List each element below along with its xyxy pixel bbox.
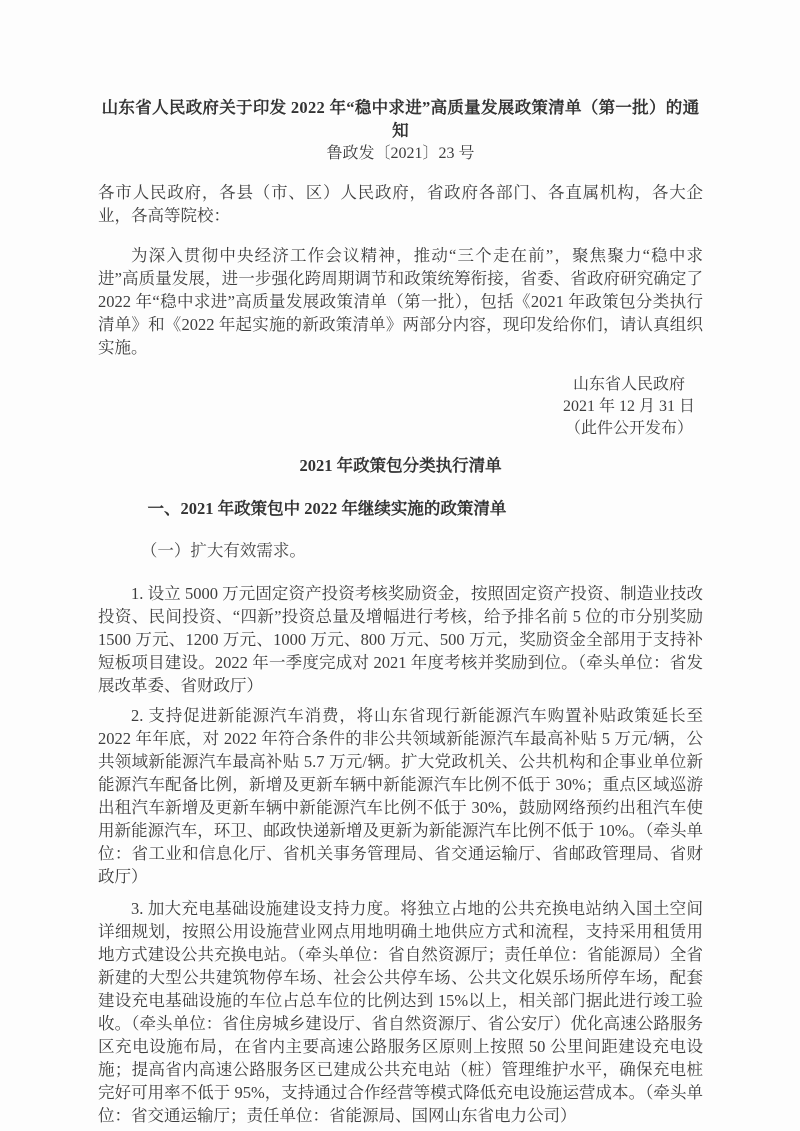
policy-item-3: 3. 加大充电基础设施建设支持力度。将独立占地的公共充换电站纳入国土空间详细规划，按照公用设施营业网点用地明确土地供应方式和流程，支持采用租赁用地方式建设公共充换电站。（牵头单位：省自然资源厅；责任单位：省能源局）全省新建的大型公共建筑物停车场、社会公共停车场、公共文化娱乐场所停车场，配套建设充电基础设施的车位占总车位的比例达到 15%以上，相关部门据此进行竣工验收。（牵头单位：省住房城乡建设厅、省自然资源厅、省公安厅）优化高速公路服务区充电设施布局，在省内主要高速公路服务区原则上按照 50 公里间距建设充电设施；提高省内高速公路服务区已建成公共充电站（桩）管理维护水平，确保充电桩完好可用率不低于 95%，支持通过合作经营等模式降低充电设施运营成本。（牵头单位：省交通运输厅；责任单位：省能源局、国网山东省电力公司）	[98, 899, 703, 1125]
salutation: 各市人民政府，各县（市、区）人民政府，省政府各部门、各直属机构，各大企业，各高等院校：	[98, 183, 703, 225]
intro-paragraph: 为深入贯彻中央经济工作会议精神，推动“三个走在前”，聚焦聚力“稳中求进”高质量发展，进一步强化跨周期调节和政策统筹衔接，省委、省政府研究确定了 2022 年“稳中求进”高质量发展政策清单（第一批），包括《2021 年政策包分类执行清单》和《2022 年起实施的新政策清单》两部分内容，现印发给你们，请认真组织实施。	[98, 246, 703, 357]
policy-item-1: 1. 设立 5000 万元固定资产投资考核奖励资金，按照固定资产投资、制造业技改投资、民间投资、“四新”投资总量及增幅进行考核，给予排名前 5 位的市分别奖励 1500 万元、1200 万元、1000 万元、800 万元、500 万元，奖励资金全部用于支持补短板项目建设。2022 年一季度完成对 2021 年度考核并奖励到位。（牵头单位：省发展改革委、省财政厅）	[98, 584, 703, 695]
document-number: 鲁政发〔2021〕23 号	[326, 145, 475, 162]
signature-date: 2021 年 12 月 31 日	[562, 398, 695, 415]
signature-block	[563, 374, 695, 440]
signature-publish-note: （此件公开发布）	[564, 420, 693, 437]
list-title: 2021 年政策包分类执行清单	[299, 456, 502, 475]
signature-issuer: 山东省人民政府	[572, 376, 685, 393]
policy-item-2: 2. 支持促进新能源汽车消费，将山东省现行新能源汽车购置补贴政策延长至 2022 年年底，对 2022 年符合条件的非公共领域新能源汽车最高补贴 5 万元/辆，公共领域新能源汽车最高补贴 5.7 万元/辆。扩大党政机关、公共机构和企事业单位新能源汽车配备比例，新增及更新车辆中新能源汽车比例不低于 30%；重点区域巡游出租汽车新增及更新车辆中新能源汽车比例不低于 30%，鼓励网络预约出租汽车使用新能源汽车，环卫、邮政快递新增及更新为新能源汽车比例不低于 10%。（牵头单位：省工业和信息化厅、省机关事务管理局、省交通运输厅、省邮政管理局、省财政厅）	[98, 706, 703, 886]
subsection-heading: （一）扩大有效需求。	[140, 541, 306, 560]
section-heading: 一、2021 年政策包中 2022 年继续实施的政策清单	[147, 499, 507, 518]
document-title: 山东省人民政府关于印发 2022 年“稳中求进”高质量发展政策清单（第一批）的通知	[101, 98, 700, 140]
